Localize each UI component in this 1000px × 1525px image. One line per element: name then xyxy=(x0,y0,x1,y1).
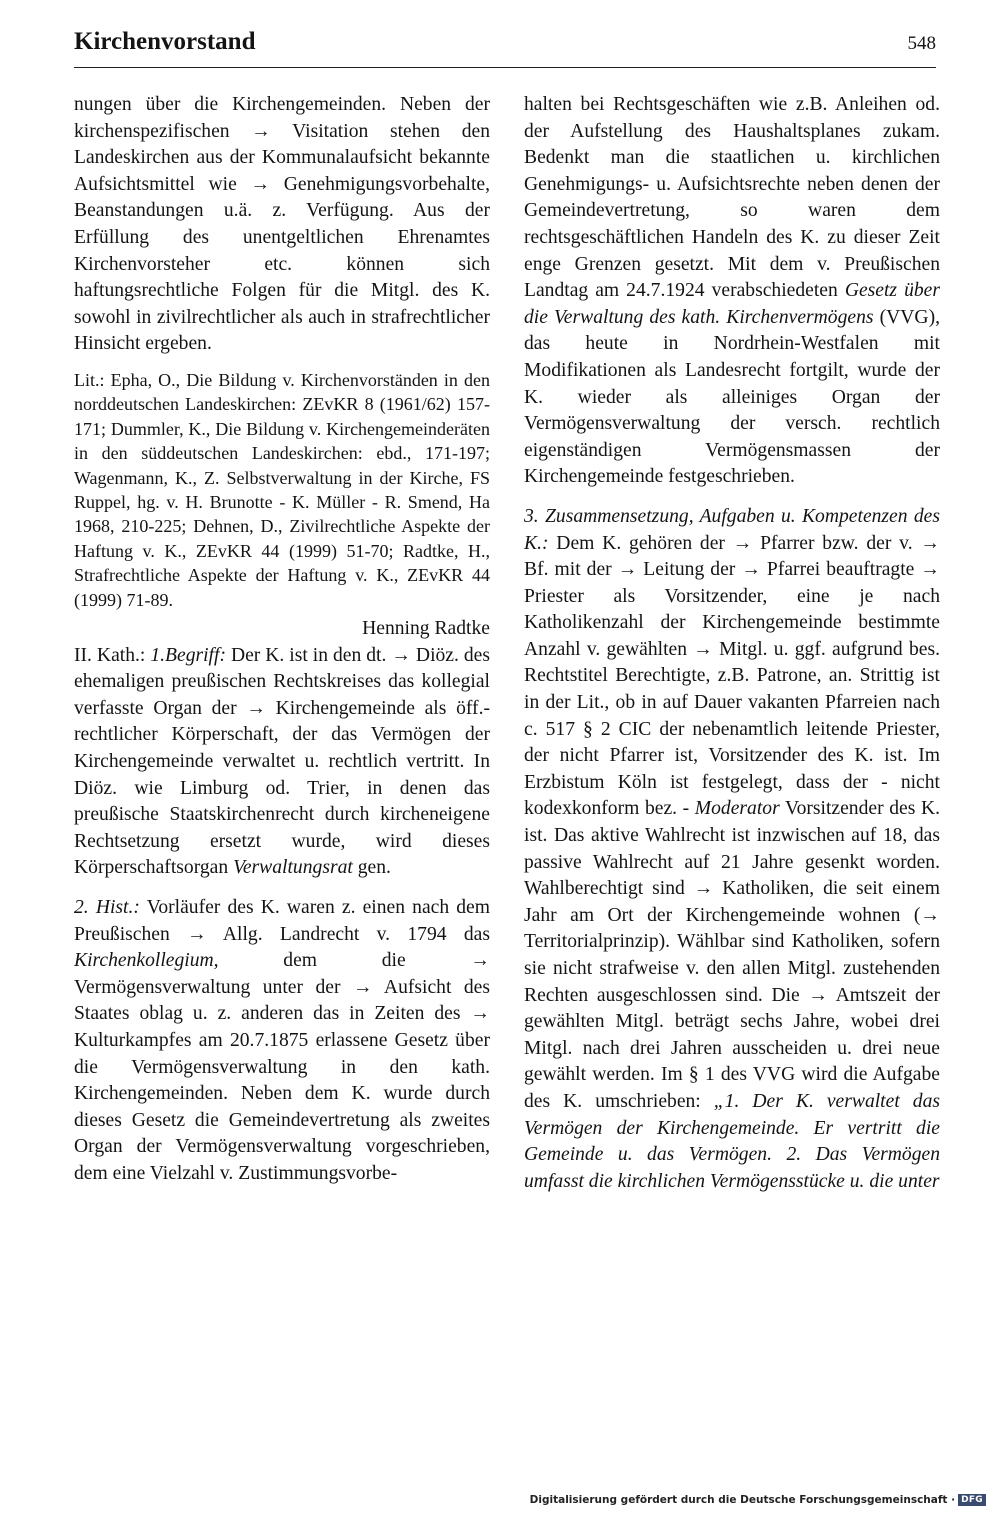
paragraph-history xyxy=(74,895,490,1188)
right-column xyxy=(524,92,940,1195)
paragraph-composition xyxy=(524,504,940,1195)
running-header-title: Kirchenvorstand xyxy=(74,28,256,55)
page-number: 548 xyxy=(907,33,936,54)
paragraph-text: Vorläufer des K. waren z. einen nach dem Preußischen → Allg. Landrecht v. 1794 das xyxy=(74,896,490,945)
paragraph-catholic-definition xyxy=(74,643,490,882)
left-column xyxy=(74,92,490,1187)
paragraph-continuation: nungen über die Kirchengemeinden. Neben der kirchenspezifischen → Visitation stehen den Landeskirchen aus der Kommunalaufsicht bekannte Aufsichtsmittel wie → Genehmigungsvorbehalte, Beanstandungen u.ä. z. Verfügung. Aus der Erfüllung des unentgeltlichen Ehrenamtes Kirchenvorsteher etc. können sich haftungsrechtliche Folgen für die Mitgl. des K. sowohl in zivilrechtlicher als auch in strafrechtlicher Hinsicht ergeben. xyxy=(74,94,490,355)
italic-term: Kirchenkollegium, xyxy=(74,950,219,972)
italic-term: Gesetz über die Verwaltung des kath. Kirchenvermögens xyxy=(524,280,940,328)
paragraph-history-continued xyxy=(524,92,940,491)
italic-term: Moderator xyxy=(694,798,780,820)
section-lead: II. Kath.: xyxy=(74,644,151,666)
dfg-logo: DFG xyxy=(958,1494,986,1506)
paragraph-text: (VVG), das heute in Nordrhein-Westfalen mit Modifikationen als Landesrecht fortgilt, wurde der K. wieder als alleiniges Organ der Vermögensverwaltung der versch. rechtlich eigenständigen Vermögensmassen der Kirchengemeinde festgeschrieben. xyxy=(524,306,941,488)
italic-quote: „1. Der K. verwaltet das Vermögen der Kirchengemeinde. Er vertritt die Gemeinde u. das Vermögen. 2. Das Vermögen umfasst die kirchlichen Vermögensstücke u. die unter xyxy=(524,1090,941,1192)
section-heading-hist: 2. Hist.: xyxy=(74,896,140,918)
section-heading-composition: 3. Zusammensetzung, Aufgaben u. Kompetenzen des K.: xyxy=(524,505,940,554)
footer-text: Digitalisierung gefördert durch die Deutsche Forschungsgemeinschaft · xyxy=(529,1494,956,1506)
header-rule xyxy=(74,67,936,68)
paragraph-text: dem die → Vermögensverwaltung unter der → Aufsicht des Staates oblag u. z. anderen das in Zeiten des → Kulturkampfes am 20.7.1875 erlassene Gesetz über die Vermögensverwaltung in den kath. Kirchengemeinden. Neben dem K. wurde durch dieses Gesetz die Gemeindevertretung als zweites Organ der Vermögensverwaltung vorgeschrieben, dem eine Vielzahl v. Zustimmungsvorbe- xyxy=(74,950,490,1184)
italic-term: Verwaltungsrat xyxy=(233,857,353,879)
paragraph-text: Der K. ist in den dt. → Diöz. des ehemaligen preußischen Rechtskreises das kollegial verfasste Organ der → Kirchengemeinde als öff.-rechtlicher Körperschaft, der das Vermögen der Kirchengemeinde verwaltet u. rechtlich vertritt. In Diöz. wie Limburg od. Trier, in denen das preußische Staatskirchenrecht durch kircheneigene Rechtsetzung ersetzt wurde, wird dieses Körperschaftsorgan xyxy=(74,644,490,879)
paragraph-text: Vorsitzender des K. ist. Das aktive Wahlrecht ist inzwischen auf 18, das passive Wahlrecht auf 21 Jahre gesenkt worden. Wahlberechtigt sind → Katholiken, die seit einem Jahr am Ort der Kirchengemeinde wohnen (→ Territorialprinzip). Wählbar sind Katholiken, sofern sie nicht strafweise v. den allen Mitgl. zustehenden Rechten ausgeschlossen sind. Die → Amtszeit der gewählten Mitgl. beträgt sechs Jahre, wobei drei Mitgl. nach drei Jahren ausscheiden u. drei neue gewählt werden. Im § 1 des VVG wird die Aufgabe des K. umschrieben: xyxy=(524,798,940,1112)
article-author: Henning Radtke xyxy=(362,618,490,639)
literature-references: Lit.: Epha, O., Die Bildung v. Kirchenvorständen in den norddeutschen Landeskirchen: ZEvKR 8 (1961/62) 157-171; Dummler, K., Die Bildung v. Kirchengemeinderäten in den süddeutschen Landeskirchen: ebd., 171-197; Wagenmann, K., Z. Selbstverwaltung in der Kirche, FS Ruppel, hg. v. H. Brunotte - K. Müller - R. Smend, Ha 1968, 210-225; Dehnen, D., Zivilrechtliche Aspekte der Haftung v. K., ZEvKR 44 (1999) 51-70; Radtke, H., Strafrechtliche Aspekte der Haftung v. K., ZEvKR 44 (1999) 71-89. xyxy=(74,369,490,610)
paragraph-text: Dem K. gehören der → Pfarrer bzw. der v. → Bf. mit der → Leitung der → Pfarrei beauftragte → Priester als Vorsitzender, eine je nach Katholikenzahl der Kirchengemeinde bestimmte Anzahl v. gewählten → Mitgl. u. ggf. aufgrund bes. Rechtstitel Berechtigte, z.B. Patrone, an. Strittig ist in der Lit., ob in auf Dauer vakanten Pfarreien nach c. 517 § 2 CIC der nebenamtlich leitende Priester, der nicht Pfarrer ist, Vorsitzender des K. ist. Im Erzbistum Köln ist festgelegt, dass der - nicht kodexkonform bez. - xyxy=(524,532,940,820)
paragraph-text: halten bei Rechtsgeschäften wie z.B. Anleihen od. der Aufstellung des Haushaltsplanes zukam. Bedenkt man die staatlichen u. kirchlichen Genehmigungs- u. Aufsichtsrechte neben denen der Gemeindevertretung, so waren dem rechtsgeschäftlichen Handeln des K. zu dieser Zeit enge Grenzen gesetzt. Mit dem v. Preußischen Landtag am 24.7.1924 verabschiedeten xyxy=(524,94,940,302)
paragraph-text: gen. xyxy=(352,857,391,879)
digitization-footer xyxy=(530,1494,986,1506)
section-heading-begriff: 1.Begriff: xyxy=(150,644,226,666)
